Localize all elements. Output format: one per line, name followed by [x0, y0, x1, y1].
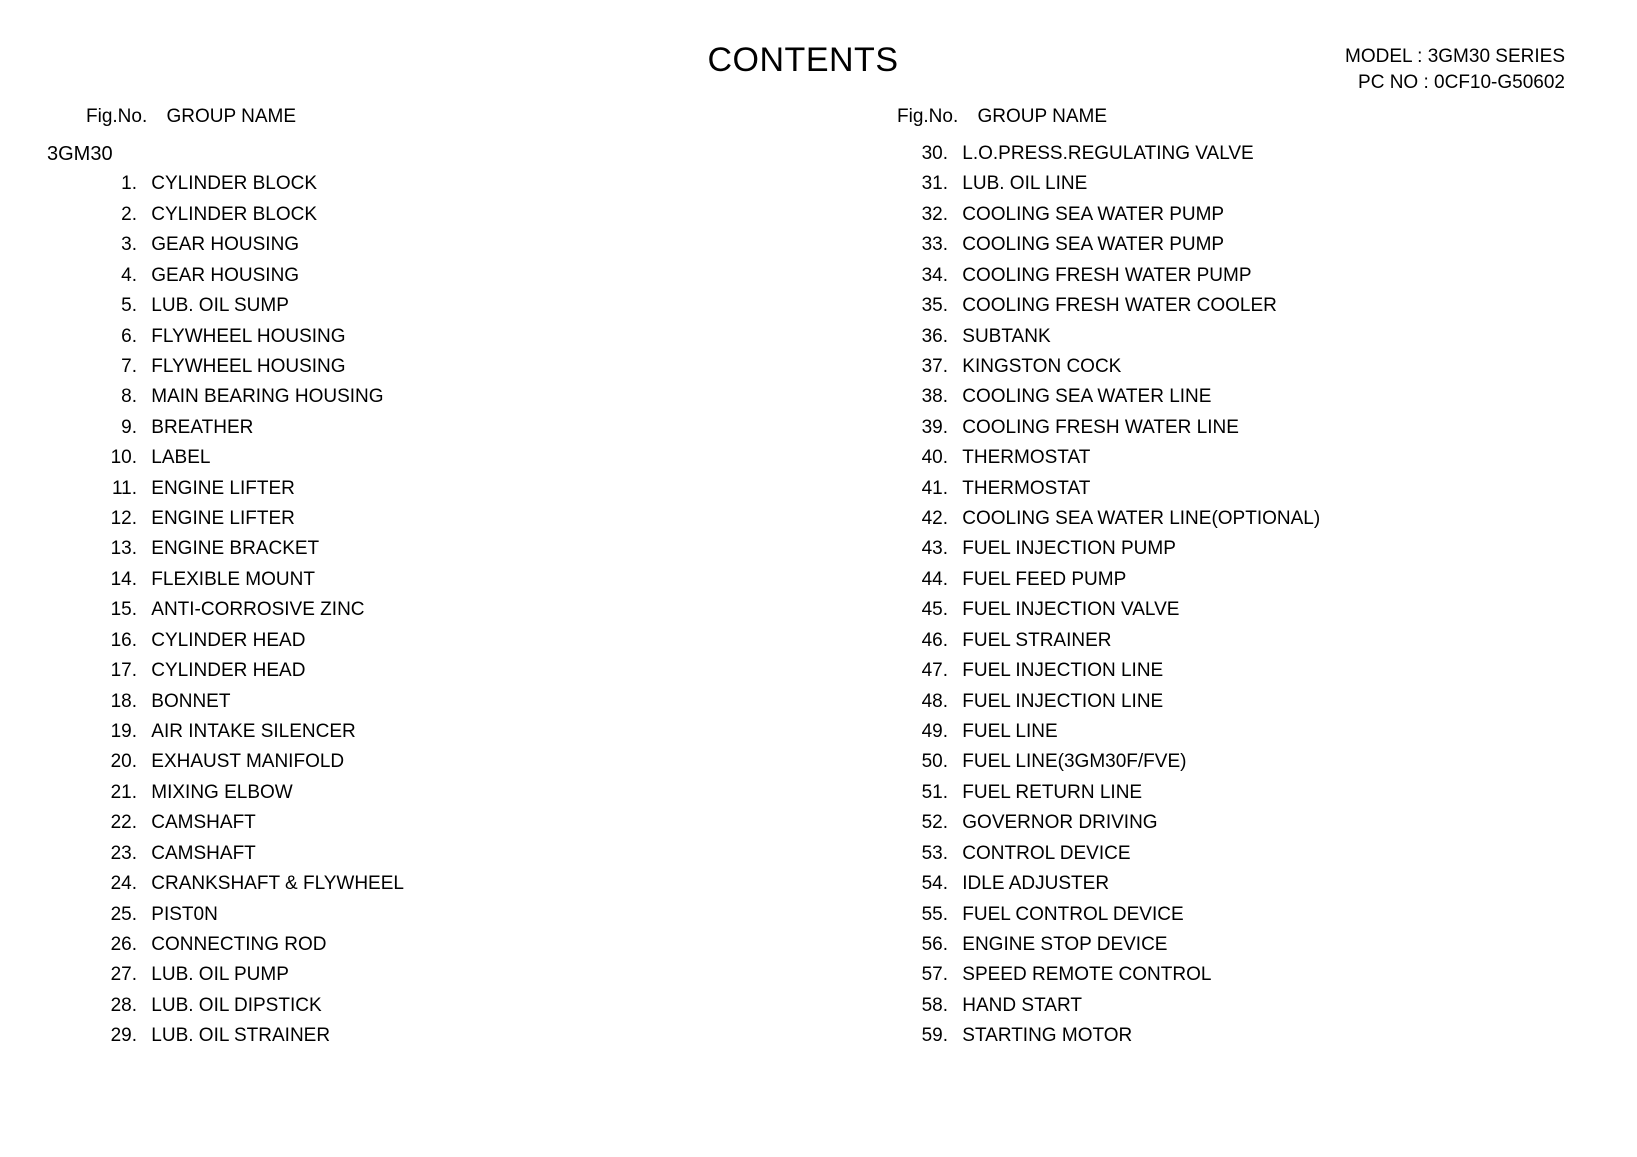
- fig-number: 23.: [110, 842, 137, 864]
- group-name: KINGSTON COCK: [962, 355, 1122, 377]
- group-name: LABEL: [151, 447, 211, 469]
- list-item: [897, 808, 1320, 838]
- fig-number: 11.: [111, 477, 137, 499]
- group-name: CYLINDER HEAD: [151, 660, 306, 682]
- group-name: CYLINDER HEAD: [151, 629, 306, 651]
- contents-list-right: [897, 139, 1320, 1052]
- fig-number: 36.: [921, 325, 948, 347]
- fig-number: 28.: [110, 994, 137, 1016]
- group-name: COOLING FRESH WATER LINE: [962, 416, 1239, 438]
- list-item: [86, 261, 404, 291]
- fig-number: 4.: [121, 264, 137, 286]
- list-item: [897, 869, 1320, 899]
- group-name: COOLING SEA WATER PUMP: [962, 203, 1225, 225]
- list-item: [897, 960, 1320, 990]
- group-name: FLYWHEEL HOUSING: [151, 355, 346, 377]
- fig-number: 57.: [921, 964, 948, 986]
- group-name: FUEL INJECTION LINE: [962, 690, 1164, 712]
- fig-number: 9.: [121, 416, 137, 438]
- group-name: FUEL INJECTION PUMP: [962, 538, 1176, 560]
- list-item: [86, 200, 404, 230]
- fig-number: 7.: [121, 355, 137, 377]
- group-name: HAND START: [962, 994, 1082, 1016]
- list-item: [897, 595, 1320, 625]
- group-name: SUBTANK: [962, 325, 1051, 347]
- fig-number: 56.: [921, 933, 948, 955]
- fig-number: 19.: [110, 720, 137, 742]
- contents-list-left: [86, 169, 404, 1051]
- fig-number: 55.: [921, 903, 948, 925]
- fig-number: 18.: [110, 690, 137, 712]
- list-item: [897, 382, 1320, 412]
- group-name: IDLE ADJUSTER: [962, 873, 1110, 895]
- group-name: FUEL INJECTION LINE: [962, 660, 1164, 682]
- group-name: ENGINE BRACKET: [151, 538, 320, 560]
- group-name: MIXING ELBOW: [151, 781, 293, 803]
- fig-number: 21.: [110, 781, 137, 803]
- list-item: [86, 900, 404, 930]
- list-item: [86, 808, 404, 838]
- list-item: [897, 991, 1320, 1021]
- group-name: CAMSHAFT: [151, 812, 256, 834]
- list-item: [897, 413, 1320, 443]
- group-name: SPEED REMOTE CONTROL: [962, 964, 1212, 986]
- group-name: FLYWHEEL HOUSING: [151, 325, 346, 347]
- list-item: [86, 687, 404, 717]
- fig-number: 31.: [921, 173, 948, 195]
- list-item: [897, 200, 1320, 230]
- list-item: [897, 565, 1320, 595]
- list-item: [897, 656, 1320, 686]
- fig-number: 20.: [110, 751, 137, 773]
- fig-number: 59.: [921, 1025, 948, 1047]
- group-name: GEAR HOUSING: [151, 264, 300, 286]
- fig-number: 58.: [921, 994, 948, 1016]
- fig-number: 6.: [121, 325, 137, 347]
- fig-number: 25.: [110, 903, 137, 925]
- list-item: [86, 322, 404, 352]
- list-item: [897, 747, 1320, 777]
- group-name: FUEL STRAINER: [962, 629, 1112, 651]
- list-item: [86, 930, 404, 960]
- group-name: EXHAUST MANIFOLD: [151, 751, 345, 773]
- fig-number: 40.: [921, 447, 948, 469]
- fig-number: 54.: [921, 873, 948, 895]
- fig-number: 8.: [121, 386, 137, 408]
- list-item: [897, 717, 1320, 747]
- group-name: CYLINDER BLOCK: [151, 173, 318, 195]
- group-name: THERMOSTAT: [962, 477, 1091, 499]
- fig-number: 34.: [921, 264, 948, 286]
- fig-number: 42.: [921, 508, 948, 530]
- doc-meta: [1345, 44, 1565, 96]
- group-name: LUB. OIL SUMP: [151, 295, 289, 317]
- group-name-header: GROUP NAME: [977, 106, 1108, 127]
- group-name: BREATHER: [151, 416, 254, 438]
- fig-number: 39.: [921, 416, 948, 438]
- list-item: [86, 352, 404, 382]
- fig-number: 44.: [921, 568, 948, 590]
- group-name: COOLING SEA WATER LINE: [962, 386, 1212, 408]
- list-item: [86, 869, 404, 899]
- group-name: CONNECTING ROD: [151, 933, 327, 955]
- list-item: [86, 626, 404, 656]
- list-item: [86, 747, 404, 777]
- group-name: ENGINE LIFTER: [151, 508, 295, 530]
- group-name: FUEL CONTROL DEVICE: [962, 903, 1184, 925]
- list-item: [86, 230, 404, 260]
- list-item: [86, 169, 404, 199]
- fig-number: 12.: [110, 508, 137, 530]
- fig-number: 27.: [110, 964, 137, 986]
- list-item: [897, 839, 1320, 869]
- fig-number: 38.: [921, 386, 948, 408]
- list-item: [897, 230, 1320, 260]
- fig-number: 50.: [921, 751, 948, 773]
- fig-number: 3.: [121, 234, 137, 256]
- fig-number: 47.: [921, 660, 948, 682]
- fig-number: 29.: [110, 1025, 137, 1047]
- group-name: COOLING SEA WATER LINE(OPTIONAL): [962, 508, 1321, 530]
- group-name: GOVERNOR DRIVING: [962, 812, 1158, 834]
- fig-number: 24.: [110, 873, 137, 895]
- group-name: COOLING SEA WATER PUMP: [962, 234, 1225, 256]
- fig-number: 5.: [121, 295, 137, 317]
- list-item: [86, 717, 404, 747]
- group-name: CRANKSHAFT & FLYWHEEL: [151, 873, 404, 895]
- group-name: AIR INTAKE SILENCER: [151, 720, 356, 742]
- fig-number: 37.: [921, 355, 948, 377]
- list-item: [86, 595, 404, 625]
- group-name: COOLING FRESH WATER COOLER: [962, 295, 1277, 317]
- page-title: CONTENTS: [707, 41, 899, 79]
- fig-number: 22.: [110, 812, 137, 834]
- group-name: FUEL RETURN LINE: [962, 781, 1143, 803]
- group-name: LUB. OIL LINE: [962, 173, 1088, 195]
- fig-number: 52.: [921, 812, 948, 834]
- fig-number: 2.: [121, 203, 137, 225]
- group-name: ENGINE STOP DEVICE: [962, 933, 1168, 955]
- list-item: [897, 169, 1320, 199]
- list-item: [86, 991, 404, 1021]
- list-item: [86, 534, 404, 564]
- group-name: LUB. OIL DIPSTICK: [151, 994, 322, 1016]
- group-name: GEAR HOUSING: [151, 234, 300, 256]
- fig-number: 53.: [921, 842, 948, 864]
- column-header-left: [86, 107, 296, 127]
- list-item: [86, 960, 404, 990]
- group-name: FUEL LINE: [962, 721, 1058, 743]
- list-item: [86, 839, 404, 869]
- group-name-header: GROUP NAME: [166, 106, 297, 127]
- group-name: ENGINE LIFTER: [151, 477, 295, 499]
- group-name: STARTING MOTOR: [962, 1025, 1133, 1047]
- list-item: [86, 382, 404, 412]
- fig-number: 35.: [921, 295, 948, 317]
- list-item: [897, 534, 1320, 564]
- group-name: ANTI-CORROSIVE ZINC: [151, 599, 365, 621]
- fig-number: 30.: [921, 143, 948, 164]
- group-name: COOLING FRESH WATER PUMP: [962, 264, 1252, 286]
- list-item: [897, 504, 1320, 534]
- list-item: [897, 443, 1320, 473]
- list-item: [86, 656, 404, 686]
- fig-number: 49.: [921, 721, 948, 743]
- group-name: PIST0N: [151, 903, 218, 925]
- list-item: [897, 626, 1320, 656]
- list-item: [86, 504, 404, 534]
- list-item: [897, 322, 1320, 352]
- fig-number: 32.: [921, 203, 948, 225]
- group-name: LUB. OIL STRAINER: [151, 1025, 331, 1047]
- fig-number: 45.: [921, 599, 948, 621]
- fig-number: 10.: [110, 447, 137, 469]
- fig-number: 14.: [110, 568, 137, 590]
- list-item: [897, 474, 1320, 504]
- group-name: BONNET: [151, 690, 231, 712]
- list-item: [897, 352, 1320, 382]
- fig-number: 26.: [110, 933, 137, 955]
- group-name: THERMOSTAT: [962, 447, 1091, 469]
- group-name: FUEL FEED PUMP: [962, 568, 1127, 590]
- fig-number: 41.: [921, 477, 948, 499]
- group-name: CONTROL DEVICE: [962, 842, 1131, 864]
- list-item: [897, 291, 1320, 321]
- fig-number: 48.: [921, 690, 948, 712]
- pc-no-line: PC NO : 0CF10-G50602: [1358, 72, 1565, 93]
- list-item: [897, 1021, 1320, 1051]
- list-item: [897, 139, 1320, 169]
- list-item: [86, 443, 404, 473]
- fig-number: 43.: [921, 538, 948, 560]
- list-item: [897, 930, 1320, 960]
- list-item: [86, 413, 404, 443]
- fig-number: 13.: [110, 538, 137, 560]
- group-name: MAIN BEARING HOUSING: [151, 386, 384, 408]
- fig-number: 17.: [110, 660, 137, 682]
- group-name: LUB. OIL PUMP: [151, 964, 289, 986]
- list-item: [897, 261, 1320, 291]
- list-item: [86, 474, 404, 504]
- model-line: MODEL : 3GM30 SERIES: [1345, 46, 1565, 67]
- fig-number: 51.: [921, 781, 948, 803]
- group-name: FLEXIBLE MOUNT: [151, 568, 315, 590]
- list-item: [86, 291, 404, 321]
- fig-number: 16.: [110, 629, 137, 651]
- fig-number: 33.: [921, 234, 948, 256]
- fig-number: 46.: [921, 629, 948, 651]
- column-header-right: [897, 107, 1107, 127]
- list-item: [897, 687, 1320, 717]
- fig-no-header: Fig.No.: [897, 106, 959, 127]
- group-name: CYLINDER BLOCK: [151, 203, 318, 225]
- group-name: CAMSHAFT: [151, 842, 256, 864]
- list-item: [86, 565, 404, 595]
- fig-number: 1.: [121, 173, 137, 195]
- model-group-label: 3GM30: [47, 143, 113, 165]
- list-item: [897, 778, 1320, 808]
- fig-no-header: Fig.No.: [86, 106, 148, 127]
- list-item: [897, 900, 1320, 930]
- group-name: FUEL INJECTION VALVE: [962, 599, 1180, 621]
- group-name: L.O.PRESS.REGULATING VALVE: [962, 143, 1254, 164]
- list-item: [86, 1021, 404, 1051]
- list-item: [86, 778, 404, 808]
- group-name: FUEL LINE(3GM30F/FVE): [962, 751, 1187, 773]
- fig-number: 15.: [110, 599, 137, 621]
